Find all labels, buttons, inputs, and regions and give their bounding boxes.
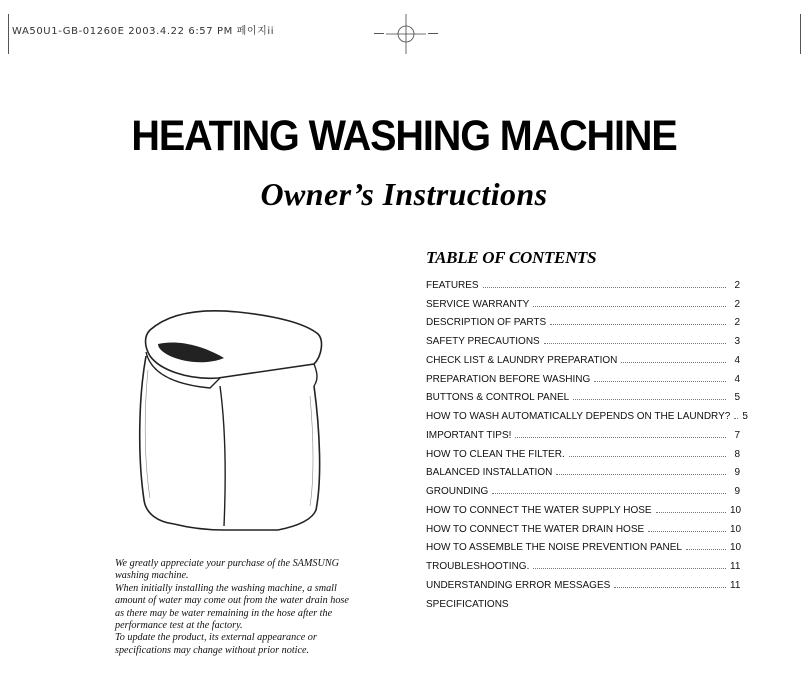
- toc-leader: [656, 512, 726, 513]
- toc-leader: [492, 493, 726, 494]
- toc-label: SAFETY PRECAUTIONS: [426, 336, 540, 347]
- toc-label: SPECIFICATIONS: [426, 598, 509, 610]
- toc-label: HOW TO CLEAN THE FILTER.: [426, 448, 565, 460]
- toc-entry-noise-prevention-panel[interactable]: [426, 535, 740, 554]
- toc-entry-how-to-wash[interactable]: [426, 403, 748, 422]
- intro-line: To update the product, its external appearance or: [115, 632, 317, 644]
- toc-entry-service-warranty[interactable]: [426, 291, 740, 310]
- toc-entry-features[interactable]: [426, 272, 740, 291]
- toc-leader: [533, 568, 726, 569]
- crop-mark-left: [8, 14, 9, 54]
- registration-mark-icon: [386, 14, 426, 54]
- washing-machine-illustration: [128, 300, 338, 540]
- crop-mark-mid-left: [374, 33, 384, 34]
- toc-leader: [648, 531, 726, 532]
- toc-entry-water-drain-hose[interactable]: [426, 516, 740, 535]
- toc-leader: [686, 549, 726, 550]
- intro-line: performance test at the factory.: [115, 620, 243, 632]
- toc-label: HOW TO CONNECT THE WATER SUPPLY HOSE: [426, 504, 652, 516]
- toc-entry-grounding[interactable]: [426, 478, 740, 497]
- toc-label: SERVICE WARRANTY: [426, 298, 530, 310]
- toc-page: 3: [734, 336, 740, 347]
- toc-label: GROUNDING: [426, 486, 489, 497]
- toc-label: HOW TO CONNECT THE WATER DRAIN HOSE: [426, 523, 645, 535]
- intro-line: amount of water may come out from the water drain hose: [115, 595, 349, 607]
- toc-entry-preparation-before-washing[interactable]: [426, 366, 740, 385]
- document-subtitle: Owner’s Instructions: [260, 176, 548, 212]
- intro-line: as there may be water remaining in the hose after the: [115, 607, 333, 619]
- toc-leader: [621, 362, 726, 363]
- toc-page: 9: [734, 486, 740, 497]
- toc-page: 9: [734, 467, 740, 479]
- toc-page: 4: [734, 373, 740, 385]
- toc-label: UNDERSTANDING ERROR MESSAGES: [426, 579, 611, 591]
- toc-entry-description-of-parts[interactable]: [426, 310, 740, 329]
- toc-leader: [734, 418, 738, 419]
- toc-label: TROUBLESHOOTING.: [426, 561, 530, 572]
- intro-note: [115, 558, 375, 657]
- toc-page: 11: [730, 579, 741, 591]
- toc-leader: [614, 587, 726, 588]
- crop-mark-right: [800, 14, 801, 54]
- toc-page: 8: [734, 448, 740, 460]
- toc-page: 4: [734, 354, 740, 366]
- toc-entry-error-messages[interactable]: [426, 572, 740, 591]
- toc-leader: [544, 343, 726, 344]
- toc-leader: [550, 324, 726, 325]
- toc-page: 2: [734, 317, 740, 329]
- toc-leader: [483, 287, 726, 288]
- toc-entry-water-supply-hose[interactable]: [426, 497, 740, 516]
- toc-entry-balanced-installation[interactable]: [426, 460, 740, 479]
- intro-line: washing machine.: [115, 570, 189, 582]
- toc-page: 10: [730, 542, 742, 554]
- document-title: HEATING WASHING MACHINE: [131, 112, 677, 160]
- toc-entry-troubleshooting[interactable]: [426, 553, 740, 572]
- toc-page: 10: [730, 523, 742, 535]
- intro-line: specifications may change without prior notice.: [115, 644, 310, 656]
- toc-entry-buttons-control-panel[interactable]: [426, 385, 740, 404]
- toc-leader: [515, 437, 726, 438]
- toc-entry-important-tips[interactable]: [426, 422, 740, 441]
- toc-label: HOW TO WASH AUTOMATICALLY DEPENDS ON THE LAUNDRY?: [426, 411, 731, 422]
- toc-entry-specifications[interactable]: [426, 591, 740, 610]
- toc-label: BALANCED INSTALLATION: [426, 467, 553, 479]
- toc-leader: [594, 381, 726, 382]
- toc-page: 5: [734, 392, 740, 404]
- toc-page: 11: [730, 561, 741, 572]
- print-header: WA50U1-GB-01260E 2003.4.22 6:57 PM 페이지ii: [12, 26, 275, 37]
- toc-page: 10: [730, 504, 742, 516]
- intro-line: When initially installing the washing machine, a small: [115, 582, 337, 594]
- toc-label: FEATURES: [426, 279, 479, 291]
- toc-title: TABLE OF CONTENTS: [426, 248, 597, 267]
- toc-label: DESCRIPTION OF PARTS: [426, 317, 547, 329]
- toc-leader: [533, 306, 726, 307]
- toc-page: 2: [734, 279, 740, 291]
- toc-label: BUTTONS & CONTROL PANEL: [426, 392, 570, 404]
- table-of-contents: [426, 272, 748, 610]
- toc-page: 2: [734, 298, 740, 310]
- toc-label: HOW TO ASSEMBLE THE NOISE PREVENTION PANEL: [426, 542, 682, 554]
- toc-entry-check-list[interactable]: [426, 347, 740, 366]
- intro-line: We greatly appreciate your purchase of the SAMSUNG: [115, 558, 339, 569]
- toc-leader: [573, 399, 726, 400]
- toc-leader: [556, 474, 726, 475]
- toc-entry-clean-filter[interactable]: [426, 441, 740, 460]
- toc-label: IMPORTANT TIPS!: [426, 429, 512, 441]
- toc-page: 5: [742, 411, 748, 422]
- toc-label: PREPARATION BEFORE WASHING: [426, 373, 591, 385]
- toc-leader: [569, 456, 726, 457]
- toc-page: 7: [734, 429, 740, 441]
- toc-label: CHECK LIST & LAUNDRY PREPARATION: [426, 354, 618, 366]
- toc-entry-safety-precautions[interactable]: [426, 328, 740, 347]
- crop-mark-mid-right: [428, 33, 438, 34]
